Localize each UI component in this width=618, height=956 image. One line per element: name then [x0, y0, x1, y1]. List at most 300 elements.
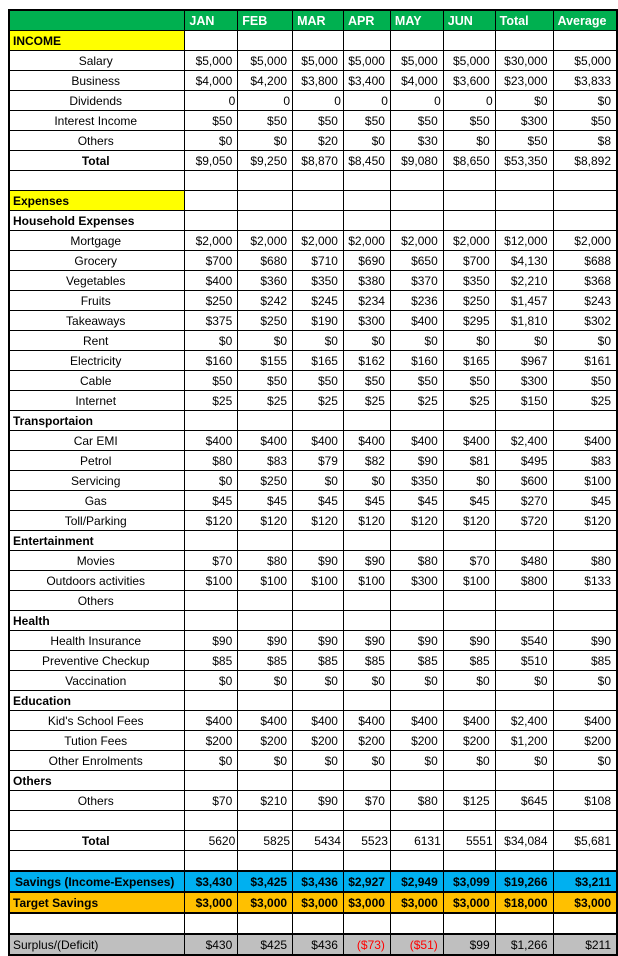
cell-total-feb[interactable]: 5825	[238, 831, 293, 851]
cell-movies-feb[interactable]: $80	[238, 551, 293, 571]
cell-total-apr[interactable]: $8,450	[343, 151, 390, 171]
row-label-others[interactable]: Others	[9, 591, 185, 611]
cell-salary-apr[interactable]: $5,000	[343, 51, 390, 71]
cell-blank-8-total[interactable]	[495, 171, 553, 191]
cell-interest-income-mar[interactable]: $50	[293, 111, 344, 131]
cell-others-jun[interactable]: $125	[443, 791, 495, 811]
cell-education-total[interactable]	[495, 691, 553, 711]
cell-electricity-mar[interactable]: $165	[293, 351, 344, 371]
cell-business-jan[interactable]: $4,000	[185, 71, 238, 91]
cell-kid-s-school-fees-apr[interactable]: $400	[343, 711, 390, 731]
row-label-health[interactable]: Health	[9, 611, 185, 631]
cell-blank-42-jan[interactable]	[185, 851, 238, 872]
cell-petrol-mar[interactable]: $79	[293, 451, 344, 471]
cell-servicing-jun[interactable]: $0	[443, 471, 495, 491]
cell-kid-s-school-fees-average[interactable]: $400	[553, 711, 617, 731]
cell-education-apr[interactable]	[343, 691, 390, 711]
cell-surplus-deficit-mar[interactable]: $436	[293, 934, 344, 955]
cell-savings-income-expenses-jun[interactable]: $3,099	[443, 871, 495, 892]
cell-fruits-apr[interactable]: $234	[343, 291, 390, 311]
cell-fruits-average[interactable]: $243	[553, 291, 617, 311]
cell-education-mar[interactable]	[293, 691, 344, 711]
cell-savings-income-expenses-total[interactable]: $19,266	[495, 871, 553, 892]
cell-outdoors-activities-mar[interactable]: $100	[293, 571, 344, 591]
cell-gas-average[interactable]: $45	[553, 491, 617, 511]
cell-preventive-checkup-average[interactable]: $85	[553, 651, 617, 671]
cell-mortgage-average[interactable]: $2,000	[553, 231, 617, 251]
cell-other-enrolments-total[interactable]: $0	[495, 751, 553, 771]
cell-rent-feb[interactable]: $0	[238, 331, 293, 351]
cell-transportaion-jan[interactable]	[185, 411, 238, 431]
cell-income-apr[interactable]	[343, 31, 390, 51]
empty-label-cell[interactable]	[9, 913, 185, 934]
cell-transportaion-may[interactable]	[390, 411, 443, 431]
cell-others-total[interactable]: $645	[495, 791, 553, 811]
cell-blank-45-feb[interactable]	[238, 913, 293, 934]
cell-others-total[interactable]	[495, 591, 553, 611]
cell-gas-may[interactable]: $45	[390, 491, 443, 511]
cell-mortgage-feb[interactable]: $2,000	[238, 231, 293, 251]
cell-health-total[interactable]	[495, 611, 553, 631]
cell-health-jun[interactable]	[443, 611, 495, 631]
cell-savings-income-expenses-apr[interactable]: $2,927	[343, 871, 390, 892]
cell-blank-42-average[interactable]	[553, 851, 617, 872]
cell-preventive-checkup-feb[interactable]: $85	[238, 651, 293, 671]
row-label-total[interactable]: Total	[9, 831, 185, 851]
cell-others-average[interactable]	[553, 591, 617, 611]
cell-vaccination-total[interactable]: $0	[495, 671, 553, 691]
cell-household-expenses-average[interactable]	[553, 211, 617, 231]
row-label-tution-fees[interactable]: Tution Fees	[9, 731, 185, 751]
cell-others-apr[interactable]	[343, 771, 390, 791]
cell-toll-parking-jan[interactable]: $120	[185, 511, 238, 531]
cell-entertainment-average[interactable]	[553, 531, 617, 551]
cell-income-total[interactable]	[495, 31, 553, 51]
cell-takeaways-feb[interactable]: $250	[238, 311, 293, 331]
cell-takeaways-jun[interactable]: $295	[443, 311, 495, 331]
row-label-fruits[interactable]: Fruits	[9, 291, 185, 311]
cell-kid-s-school-fees-mar[interactable]: $400	[293, 711, 344, 731]
cell-savings-income-expenses-mar[interactable]: $3,436	[293, 871, 344, 892]
cell-others-jun[interactable]: $0	[443, 131, 495, 151]
empty-label-cell[interactable]	[9, 851, 185, 872]
cell-entertainment-may[interactable]	[390, 531, 443, 551]
cell-takeaways-mar[interactable]: $190	[293, 311, 344, 331]
row-label-takeaways[interactable]: Takeaways	[9, 311, 185, 331]
cell-mortgage-total[interactable]: $12,000	[495, 231, 553, 251]
cell-cable-may[interactable]: $50	[390, 371, 443, 391]
cell-interest-income-total[interactable]: $300	[495, 111, 553, 131]
cell-electricity-feb[interactable]: $155	[238, 351, 293, 371]
cell-blank-40-mar[interactable]	[293, 811, 344, 831]
cell-salary-feb[interactable]: $5,000	[238, 51, 293, 71]
row-label-expenses[interactable]: Expenses	[9, 191, 185, 211]
cell-gas-jan[interactable]: $45	[185, 491, 238, 511]
cell-total-jun[interactable]: 5551	[443, 831, 495, 851]
cell-fruits-may[interactable]: $236	[390, 291, 443, 311]
cell-other-enrolments-feb[interactable]: $0	[238, 751, 293, 771]
cell-transportaion-average[interactable]	[553, 411, 617, 431]
cell-car-emi-average[interactable]: $400	[553, 431, 617, 451]
row-label-health-insurance[interactable]: Health Insurance	[9, 631, 185, 651]
cell-rent-average[interactable]: $0	[553, 331, 617, 351]
cell-dividends-total[interactable]: $0	[495, 91, 553, 111]
cell-movies-jun[interactable]: $70	[443, 551, 495, 571]
empty-label-cell[interactable]	[9, 171, 185, 191]
cell-household-expenses-jun[interactable]	[443, 211, 495, 231]
cell-vaccination-apr[interactable]: $0	[343, 671, 390, 691]
cell-business-average[interactable]: $3,833	[553, 71, 617, 91]
cell-tution-fees-apr[interactable]: $200	[343, 731, 390, 751]
cell-mortgage-mar[interactable]: $2,000	[293, 231, 344, 251]
cell-tution-fees-feb[interactable]: $200	[238, 731, 293, 751]
cell-health-insurance-jun[interactable]: $90	[443, 631, 495, 651]
cell-outdoors-activities-jan[interactable]: $100	[185, 571, 238, 591]
cell-blank-40-jan[interactable]	[185, 811, 238, 831]
cell-surplus-deficit-feb[interactable]: $425	[238, 934, 293, 955]
cell-kid-s-school-fees-total[interactable]: $2,400	[495, 711, 553, 731]
cell-blank-8-feb[interactable]	[238, 171, 293, 191]
cell-savings-income-expenses-jan[interactable]: $3,430	[185, 871, 238, 892]
cell-servicing-feb[interactable]: $250	[238, 471, 293, 491]
row-label-total[interactable]: Total	[9, 151, 185, 171]
cell-income-jan[interactable]	[185, 31, 238, 51]
cell-movies-average[interactable]: $80	[553, 551, 617, 571]
row-label-transportaion[interactable]: Transportaion	[9, 411, 185, 431]
cell-income-average[interactable]	[553, 31, 617, 51]
row-label-kid-s-school-fees[interactable]: Kid's School Fees	[9, 711, 185, 731]
cell-total-total[interactable]: $34,084	[495, 831, 553, 851]
cell-health-mar[interactable]	[293, 611, 344, 631]
cell-blank-45-jan[interactable]	[185, 913, 238, 934]
cell-cable-jun[interactable]: $50	[443, 371, 495, 391]
cell-servicing-jan[interactable]: $0	[185, 471, 238, 491]
cell-takeaways-total[interactable]: $1,810	[495, 311, 553, 331]
cell-business-may[interactable]: $4,000	[390, 71, 443, 91]
cell-interest-income-average[interactable]: $50	[553, 111, 617, 131]
cell-target-savings-jan[interactable]: $3,000	[185, 892, 238, 913]
cell-others-feb[interactable]	[238, 591, 293, 611]
cell-total-jun[interactable]: $8,650	[443, 151, 495, 171]
cell-transportaion-jun[interactable]	[443, 411, 495, 431]
cell-income-mar[interactable]	[293, 31, 344, 51]
cell-petrol-average[interactable]: $83	[553, 451, 617, 471]
row-label-interest-income[interactable]: Interest Income	[9, 111, 185, 131]
cell-entertainment-mar[interactable]	[293, 531, 344, 551]
cell-vaccination-mar[interactable]: $0	[293, 671, 344, 691]
cell-toll-parking-average[interactable]: $120	[553, 511, 617, 531]
cell-target-savings-feb[interactable]: $3,000	[238, 892, 293, 913]
cell-expenses-jun[interactable]	[443, 191, 495, 211]
cell-grocery-jan[interactable]: $700	[185, 251, 238, 271]
cell-blank-8-average[interactable]	[553, 171, 617, 191]
cell-takeaways-jan[interactable]: $375	[185, 311, 238, 331]
cell-target-savings-jun[interactable]: $3,000	[443, 892, 495, 913]
cell-electricity-may[interactable]: $160	[390, 351, 443, 371]
cell-grocery-average[interactable]: $688	[553, 251, 617, 271]
row-label-petrol[interactable]: Petrol	[9, 451, 185, 471]
cell-business-apr[interactable]: $3,400	[343, 71, 390, 91]
cell-petrol-jan[interactable]: $80	[185, 451, 238, 471]
row-label-salary[interactable]: Salary	[9, 51, 185, 71]
cell-target-savings-mar[interactable]: $3,000	[293, 892, 344, 913]
cell-gas-feb[interactable]: $45	[238, 491, 293, 511]
cell-blank-42-jun[interactable]	[443, 851, 495, 872]
cell-takeaways-may[interactable]: $400	[390, 311, 443, 331]
cell-others-mar[interactable]: $20	[293, 131, 344, 151]
cell-entertainment-apr[interactable]	[343, 531, 390, 551]
cell-preventive-checkup-jun[interactable]: $85	[443, 651, 495, 671]
cell-transportaion-mar[interactable]	[293, 411, 344, 431]
cell-car-emi-may[interactable]: $400	[390, 431, 443, 451]
cell-fruits-jan[interactable]: $250	[185, 291, 238, 311]
cell-others-total[interactable]	[495, 771, 553, 791]
cell-toll-parking-may[interactable]: $120	[390, 511, 443, 531]
cell-preventive-checkup-mar[interactable]: $85	[293, 651, 344, 671]
cell-blank-42-total[interactable]	[495, 851, 553, 872]
cell-dividends-jan[interactable]: 0	[185, 91, 238, 111]
cell-others-jan[interactable]: $0	[185, 131, 238, 151]
cell-education-jun[interactable]	[443, 691, 495, 711]
cell-interest-income-jan[interactable]: $50	[185, 111, 238, 131]
cell-takeaways-average[interactable]: $302	[553, 311, 617, 331]
cell-business-feb[interactable]: $4,200	[238, 71, 293, 91]
cell-blank-8-jan[interactable]	[185, 171, 238, 191]
row-label-others[interactable]: Others	[9, 771, 185, 791]
cell-total-apr[interactable]: 5523	[343, 831, 390, 851]
cell-dividends-feb[interactable]: 0	[238, 91, 293, 111]
cell-internet-jan[interactable]: $25	[185, 391, 238, 411]
cell-tution-fees-total[interactable]: $1,200	[495, 731, 553, 751]
cell-kid-s-school-fees-jan[interactable]: $400	[185, 711, 238, 731]
cell-income-may[interactable]	[390, 31, 443, 51]
cell-blank-42-feb[interactable]	[238, 851, 293, 872]
cell-health-may[interactable]	[390, 611, 443, 631]
cell-health-jan[interactable]	[185, 611, 238, 631]
cell-entertainment-total[interactable]	[495, 531, 553, 551]
cell-grocery-feb[interactable]: $680	[238, 251, 293, 271]
cell-tution-fees-may[interactable]: $200	[390, 731, 443, 751]
cell-gas-mar[interactable]: $45	[293, 491, 344, 511]
cell-outdoors-activities-total[interactable]: $800	[495, 571, 553, 591]
cell-preventive-checkup-apr[interactable]: $85	[343, 651, 390, 671]
row-label-other-enrolments[interactable]: Other Enrolments	[9, 751, 185, 771]
cell-blank-40-jun[interactable]	[443, 811, 495, 831]
row-label-rent[interactable]: Rent	[9, 331, 185, 351]
cell-other-enrolments-average[interactable]: $0	[553, 751, 617, 771]
cell-internet-average[interactable]: $25	[553, 391, 617, 411]
row-label-movies[interactable]: Movies	[9, 551, 185, 571]
cell-car-emi-jun[interactable]: $400	[443, 431, 495, 451]
cell-servicing-average[interactable]: $100	[553, 471, 617, 491]
cell-grocery-apr[interactable]: $690	[343, 251, 390, 271]
cell-total-may[interactable]: 6131	[390, 831, 443, 851]
cell-entertainment-feb[interactable]	[238, 531, 293, 551]
cell-health-insurance-average[interactable]: $90	[553, 631, 617, 651]
cell-interest-income-feb[interactable]: $50	[238, 111, 293, 131]
row-label-vaccination[interactable]: Vaccination	[9, 671, 185, 691]
cell-savings-income-expenses-feb[interactable]: $3,425	[238, 871, 293, 892]
row-label-cable[interactable]: Cable	[9, 371, 185, 391]
cell-outdoors-activities-apr[interactable]: $100	[343, 571, 390, 591]
cell-cable-feb[interactable]: $50	[238, 371, 293, 391]
cell-rent-mar[interactable]: $0	[293, 331, 344, 351]
cell-transportaion-apr[interactable]	[343, 411, 390, 431]
cell-fruits-total[interactable]: $1,457	[495, 291, 553, 311]
cell-blank-40-average[interactable]	[553, 811, 617, 831]
cell-petrol-may[interactable]: $90	[390, 451, 443, 471]
cell-others-may[interactable]	[390, 591, 443, 611]
cell-education-average[interactable]	[553, 691, 617, 711]
cell-expenses-total[interactable]	[495, 191, 553, 211]
cell-household-expenses-mar[interactable]	[293, 211, 344, 231]
cell-movies-may[interactable]: $80	[390, 551, 443, 571]
cell-electricity-average[interactable]: $161	[553, 351, 617, 371]
cell-fruits-mar[interactable]: $245	[293, 291, 344, 311]
cell-others-may[interactable]: $30	[390, 131, 443, 151]
cell-other-enrolments-jan[interactable]: $0	[185, 751, 238, 771]
cell-others-jan[interactable]	[185, 771, 238, 791]
cell-preventive-checkup-jan[interactable]: $85	[185, 651, 238, 671]
cell-total-average[interactable]: $5,681	[553, 831, 617, 851]
cell-entertainment-jun[interactable]	[443, 531, 495, 551]
cell-dividends-average[interactable]: $0	[553, 91, 617, 111]
cell-household-expenses-may[interactable]	[390, 211, 443, 231]
cell-blank-45-average[interactable]	[553, 913, 617, 934]
cell-petrol-apr[interactable]: $82	[343, 451, 390, 471]
cell-movies-total[interactable]: $480	[495, 551, 553, 571]
cell-others-may[interactable]	[390, 771, 443, 791]
cell-health-insurance-mar[interactable]: $90	[293, 631, 344, 651]
cell-preventive-checkup-total[interactable]: $510	[495, 651, 553, 671]
row-label-surplus-deficit[interactable]: Surplus/(Deficit)	[9, 934, 185, 955]
cell-others-mar[interactable]: $90	[293, 791, 344, 811]
row-label-education[interactable]: Education	[9, 691, 185, 711]
cell-mortgage-apr[interactable]: $2,000	[343, 231, 390, 251]
cell-kid-s-school-fees-may[interactable]: $400	[390, 711, 443, 731]
cell-others-mar[interactable]	[293, 591, 344, 611]
cell-car-emi-feb[interactable]: $400	[238, 431, 293, 451]
cell-electricity-total[interactable]: $967	[495, 351, 553, 371]
cell-total-may[interactable]: $9,080	[390, 151, 443, 171]
cell-household-expenses-jan[interactable]	[185, 211, 238, 231]
cell-preventive-checkup-may[interactable]: $85	[390, 651, 443, 671]
cell-rent-may[interactable]: $0	[390, 331, 443, 351]
row-label-household-expenses[interactable]: Household Expenses	[9, 211, 185, 231]
row-label-others[interactable]: Others	[9, 791, 185, 811]
cell-electricity-jan[interactable]: $160	[185, 351, 238, 371]
row-label-internet[interactable]: Internet	[9, 391, 185, 411]
cell-total-mar[interactable]: 5434	[293, 831, 344, 851]
cell-health-insurance-apr[interactable]: $90	[343, 631, 390, 651]
cell-total-jan[interactable]: 5620	[185, 831, 238, 851]
cell-salary-mar[interactable]: $5,000	[293, 51, 344, 71]
cell-dividends-may[interactable]: 0	[390, 91, 443, 111]
cell-target-savings-apr[interactable]: $3,000	[343, 892, 390, 913]
cell-gas-apr[interactable]: $45	[343, 491, 390, 511]
cell-expenses-average[interactable]	[553, 191, 617, 211]
cell-mortgage-may[interactable]: $2,000	[390, 231, 443, 251]
cell-salary-may[interactable]: $5,000	[390, 51, 443, 71]
cell-toll-parking-mar[interactable]: $120	[293, 511, 344, 531]
cell-electricity-jun[interactable]: $165	[443, 351, 495, 371]
cell-vaccination-average[interactable]: $0	[553, 671, 617, 691]
cell-blank-42-mar[interactable]	[293, 851, 344, 872]
cell-surplus-deficit-average[interactable]: $211	[553, 934, 617, 955]
cell-internet-total[interactable]: $150	[495, 391, 553, 411]
cell-cable-mar[interactable]: $50	[293, 371, 344, 391]
cell-vaccination-jun[interactable]: $0	[443, 671, 495, 691]
cell-others-feb[interactable]: $0	[238, 131, 293, 151]
cell-business-jun[interactable]: $3,600	[443, 71, 495, 91]
cell-takeaways-apr[interactable]: $300	[343, 311, 390, 331]
cell-entertainment-jan[interactable]	[185, 531, 238, 551]
cell-others-may[interactable]: $80	[390, 791, 443, 811]
cell-cable-average[interactable]: $50	[553, 371, 617, 391]
cell-blank-45-total[interactable]	[495, 913, 553, 934]
cell-blank-40-total[interactable]	[495, 811, 553, 831]
cell-servicing-mar[interactable]: $0	[293, 471, 344, 491]
cell-grocery-total[interactable]: $4,130	[495, 251, 553, 271]
cell-movies-jan[interactable]: $70	[185, 551, 238, 571]
cell-dividends-apr[interactable]: 0	[343, 91, 390, 111]
cell-target-savings-may[interactable]: $3,000	[390, 892, 443, 913]
row-label-outdoors-activities[interactable]: Outdoors activities	[9, 571, 185, 591]
cell-tution-fees-mar[interactable]: $200	[293, 731, 344, 751]
cell-other-enrolments-apr[interactable]: $0	[343, 751, 390, 771]
cell-rent-jan[interactable]: $0	[185, 331, 238, 351]
cell-other-enrolments-jun[interactable]: $0	[443, 751, 495, 771]
cell-fruits-jun[interactable]: $250	[443, 291, 495, 311]
cell-gas-jun[interactable]: $45	[443, 491, 495, 511]
cell-grocery-mar[interactable]: $710	[293, 251, 344, 271]
cell-expenses-feb[interactable]	[238, 191, 293, 211]
cell-blank-42-may[interactable]	[390, 851, 443, 872]
row-label-car-emi[interactable]: Car EMI	[9, 431, 185, 451]
cell-savings-income-expenses-average[interactable]: $3,211	[553, 871, 617, 892]
cell-others-total[interactable]: $50	[495, 131, 553, 151]
cell-kid-s-school-fees-feb[interactable]: $400	[238, 711, 293, 731]
cell-interest-income-jun[interactable]: $50	[443, 111, 495, 131]
cell-blank-45-jun[interactable]	[443, 913, 495, 934]
row-label-vegetables[interactable]: Vegetables	[9, 271, 185, 291]
cell-others-jan[interactable]	[185, 591, 238, 611]
cell-internet-feb[interactable]: $25	[238, 391, 293, 411]
cell-blank-40-may[interactable]	[390, 811, 443, 831]
cell-petrol-feb[interactable]: $83	[238, 451, 293, 471]
cell-blank-40-apr[interactable]	[343, 811, 390, 831]
cell-blank-45-mar[interactable]	[293, 913, 344, 934]
cell-health-insurance-may[interactable]: $90	[390, 631, 443, 651]
cell-blank-8-apr[interactable]	[343, 171, 390, 191]
cell-fruits-feb[interactable]: $242	[238, 291, 293, 311]
cell-car-emi-jan[interactable]: $400	[185, 431, 238, 451]
cell-others-average[interactable]	[553, 771, 617, 791]
cell-kid-s-school-fees-jun[interactable]: $400	[443, 711, 495, 731]
cell-servicing-apr[interactable]: $0	[343, 471, 390, 491]
cell-surplus-deficit-may[interactable]: ($51)	[390, 934, 443, 955]
cell-business-total[interactable]: $23,000	[495, 71, 553, 91]
row-label-gas[interactable]: Gas	[9, 491, 185, 511]
cell-blank-8-mar[interactable]	[293, 171, 344, 191]
cell-salary-jun[interactable]: $5,000	[443, 51, 495, 71]
cell-surplus-deficit-total[interactable]: $1,266	[495, 934, 553, 955]
cell-toll-parking-jun[interactable]: $120	[443, 511, 495, 531]
cell-internet-apr[interactable]: $25	[343, 391, 390, 411]
cell-vegetables-apr[interactable]: $380	[343, 271, 390, 291]
cell-dividends-jun[interactable]: 0	[443, 91, 495, 111]
row-label-preventive-checkup[interactable]: Preventive Checkup	[9, 651, 185, 671]
